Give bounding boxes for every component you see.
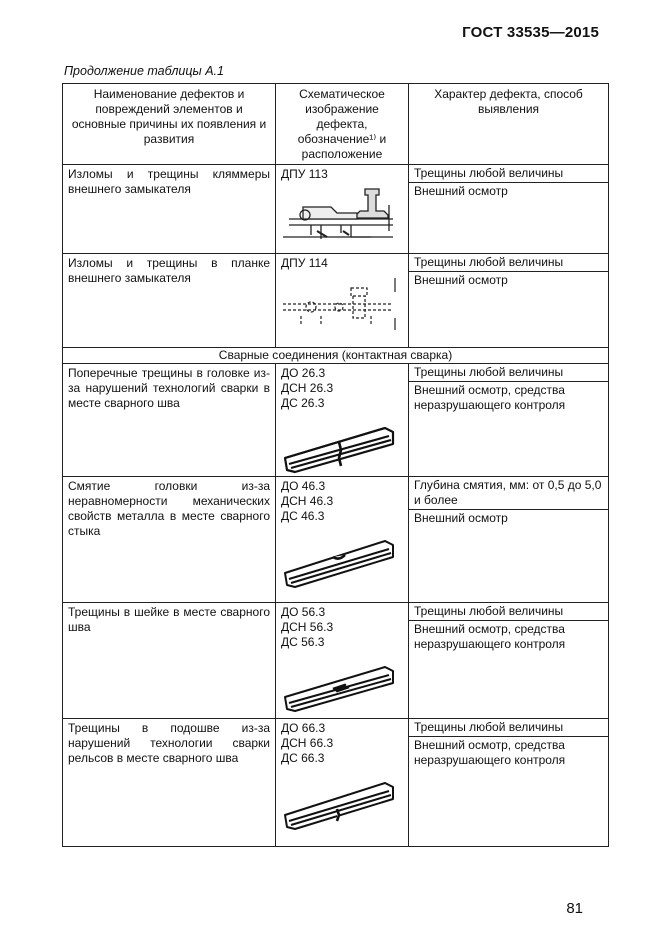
weld-drawing — [281, 414, 403, 474]
detection-method: Внешний осмотр — [414, 184, 508, 198]
character-value: Трещины любой величины — [409, 603, 608, 621]
weld-drawing — [281, 527, 403, 591]
defect-name: Смятие головки из-за неравномерности механических свойств металла в месте сварного стыка — [63, 477, 276, 603]
defect-schematic — [276, 477, 409, 603]
clamp-drawing — [281, 185, 403, 251]
detection-method: Внешний осмотр, средства неразрушающего контроля — [414, 622, 566, 651]
defect-schematic — [276, 254, 409, 348]
table-row — [63, 477, 609, 603]
defect-name: Изломы и трещины в планке внешнего замыкателя — [63, 254, 276, 348]
detection-method: Внешний осмотр — [414, 273, 508, 287]
defect-schematic — [276, 719, 409, 847]
section-row — [63, 348, 609, 364]
defects-table — [62, 83, 609, 847]
defect-codes: ДПУ 113 — [281, 167, 328, 181]
defect-character — [409, 477, 609, 603]
defect-name: Поперечные трещины в головке из-за нарушений технологий сварки в месте сварного шва — [63, 364, 276, 477]
detection-method: Внешний осмотр, средства неразрушающего контроля — [414, 738, 566, 767]
defect-schematic — [276, 364, 409, 477]
defect-name: Трещины в шейке в месте сварного шва — [63, 603, 276, 719]
table-continuation-caption: Продолжение таблицы А.1 — [64, 64, 224, 78]
detection-method: Внешний осмотр — [414, 511, 508, 525]
standard-designation: ГОСТ 33535—2015 — [462, 24, 599, 41]
character-value: Трещины любой величины — [409, 165, 608, 183]
header-schematic: Схематическое изображение дефекта, обозначение¹⁾ и расположение — [276, 84, 409, 165]
plate-drawing — [281, 274, 403, 334]
defect-character — [409, 719, 609, 847]
character-value: Глубина смятия, мм: от 0,5 до 5,0 и более — [409, 477, 608, 510]
defect-schematic — [276, 165, 409, 254]
character-value: Трещины любой величины — [409, 364, 608, 382]
character-value: Трещины любой величины — [409, 719, 608, 737]
table-row — [63, 719, 609, 847]
defect-codes: ДО 66.3 ДСН 66.3 ДС 66.3 — [281, 721, 334, 765]
defect-character — [409, 165, 609, 254]
character-value: Трещины любой величины — [409, 254, 608, 272]
table-row — [63, 603, 609, 719]
page-number: 81 — [566, 900, 583, 917]
defect-codes: ДО 26.3 ДСН 26.3 ДС 26.3 — [281, 366, 334, 410]
defect-character — [409, 254, 609, 348]
table-row — [63, 254, 609, 348]
defect-codes: ДО 56.3 ДСН 56.3 ДС 56.3 — [281, 605, 334, 649]
table-row — [63, 165, 609, 254]
section-title: Сварные соединения (контактная сварка) — [63, 348, 609, 364]
weld-drawing — [281, 653, 403, 713]
defect-schematic — [276, 603, 409, 719]
defect-name: Изломы и трещины кляммеры внешнего замыкателя — [63, 165, 276, 254]
defect-name: Трещины в подошве из-за нарушений технологии сварки рельсов в месте сварного шва — [63, 719, 276, 847]
defect-codes: ДО 46.3 ДСН 46.3 ДС 46.3 — [281, 479, 334, 523]
table-header-row — [63, 84, 609, 165]
detection-method: Внешний осмотр, средства неразрушающего контроля — [414, 383, 566, 412]
defect-codes: ДПУ 114 — [281, 256, 328, 270]
weld-drawing — [281, 769, 403, 835]
header-defect-name: Наименование дефектов и повреждений элементов и основные причины их появления и развития — [63, 84, 276, 165]
defect-character — [409, 603, 609, 719]
defect-character — [409, 364, 609, 477]
table-row — [63, 364, 609, 477]
header-character: Характер дефекта, способ выявления — [409, 84, 609, 165]
